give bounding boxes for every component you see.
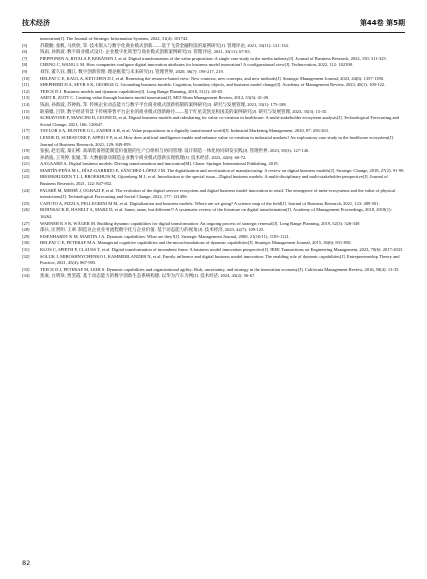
reference-item [22, 240, 405, 247]
reference-item [22, 207, 405, 220]
reference-text: HELFAT C E, KAUL A, KETCHEN D J, et al. Renewing the resource-based view: New contexts, new concepts, and new methods[J]. Strategic Management Journal, 2023, 44(6): 1357-1390. [40, 75, 385, 81]
reference-number: [34] [22, 273, 30, 279]
reference-item [22, 148, 405, 155]
reference-number: [11] [22, 82, 30, 88]
reference-item [22, 135, 405, 148]
journal-name: 技术经济 [22, 19, 50, 27]
reference-number: [28] [22, 227, 30, 233]
reference-number: [20] [22, 154, 30, 160]
reference-number: [26] [22, 207, 30, 213]
reference-text: PIEPPONEN A, RITALA P, KERÄNEN J, et al. Digital transformation of the value proposition: A single case study in the media industry[J]. Journal of Business Research, 2022, 150: 311-325. [40, 55, 387, 61]
reference-list [22, 36, 405, 280]
reference-number: [17] [22, 128, 30, 134]
reference-number: [13] [22, 95, 30, 101]
reference-text: TAYLOR S A, HUNTER G L, ZADEH A H, et al. Value propositions in a digitally transformed world[J]. Industrial Marketing Management, 2020, 87: 256-263. [40, 128, 329, 134]
reference-text: 孙新波, 王英婷, 张媛, 等. 大数据驱动制造企业数字商业模式创新实现机理[J]. 技术经济, 2023, 42(6): 60-72. [40, 154, 247, 160]
reference-text: SCHIAVONE F, MANCINI D, LEONE D, et al. Digital business models and ridesharing for value co-creation in healthcare: A multi-stakeholder ecosystem analysis[J]. Technological Forecasting and Social Change, 2021, 166: 120647. [40, 115, 399, 127]
reference-item [22, 161, 405, 168]
reference-text: CHENG C, WANG L M. How companies configure digital innovation attributes for business model innovation? A configurational view[J]. Technovation, 2022, 112: 102398. [40, 62, 354, 68]
page-number: 82 [22, 559, 31, 567]
reference-number: [24] [22, 187, 30, 193]
reference-text: 焦豪, 白明珍, 贾坚霞. 基于动态能力的数字创新生态系统构建: 以华为汽车为例[J]. 技术经济, 2024, 43(2): 56-67. [40, 273, 256, 279]
reference-number: [31] [22, 247, 30, 252]
reference-item [22, 95, 405, 102]
reference-text: MARTÍN-PEÑA M L, DÍAZ-GARRIDO E, SÁNCHEZ-LÓPEZ J M. The digitalization and servitization of manufacturing: A review on digital business models[J]. Strategic Change, 2018, 27(2): 91-99. [40, 167, 405, 173]
reference-number: [29] [22, 233, 30, 239]
reference-item [22, 227, 405, 234]
reference-text: TEECE D J. Business models and dynamic capabilities[J]. Long Range Planning, 2018, 51(1): 40-49. [40, 88, 223, 94]
reference-text: 耿菊徽, 吕铁. 数字经济背景下传统零售平台企业的商业模式创新路径——基于红星美凯龙和国美的案例研究[J]. 研究与发展管理, 2023, 35(3): 15-35. [40, 108, 328, 114]
reference-text: BOHNSACK R, HANELT A, MARZ D, et al. Same, same, but different!? A systematic review of the literature on digital transformation[J]. Academy of Management Proceedings, 2018, 2018(1): 16262. [40, 207, 392, 220]
reference-item [22, 188, 405, 201]
reference-number: [5] [22, 42, 28, 48]
reference-text: LENOE D, SCHIAVONE F, APPIO F P, et al. How does artificial intelligence enable and enhance value co-creation in industrial markets? An exploratory case study in the healthcare ecosystem[J]. Journal of Business Research, 2021, 129: 849-859. [40, 134, 394, 147]
reference-text: EISENHARDT K M, MARTIN J A. Dynamic capabilities: What are they?[J]. Strategic Management Journal, 2000, 21(10/11): 1105-1121. [40, 233, 291, 239]
reference-number: [25] [22, 200, 30, 206]
reference-number: [10] [22, 75, 30, 81]
reference-item [22, 128, 405, 135]
reference-text: TEECE D J, PETERAF M, LEIH S. Dynamic capabilities and organizational agility: Risk, uncertainty, and strategy in the innovation economy[J]. California Management Review, 2016, 58(4): 13-35. [40, 266, 400, 272]
reference-number: [7] [22, 55, 28, 61]
reference-item [22, 62, 405, 69]
reference-text: KLOS C, SPIETH P, CLAUSS T, et al. Digital transformation of incumbent firms: A business model innovation perspective[J]. IEEE Transactions on Engineering Management, 2023, 70(6): 2017-2033. [40, 247, 404, 252]
reference-item [22, 247, 405, 254]
reference-text: 刘洋, 董久钰, 魏江. 数字创新管理: 理论框架与未来研究[J]. 管理世界, 2020, 36(7): 198-217, 219. [40, 68, 224, 74]
reference-text: 邵兵, 匡贤明. 王翠. 制造业企业业务流程数字化与企业价值: 基于动态能力的视角[J]. 技术经济, 2023, 42(7): 109-125. [40, 227, 265, 233]
reference-item [22, 102, 405, 109]
reference-item [22, 168, 405, 175]
reference-text: BROEKHUIZEN T L J, BROEKHUIS M, Gijsenberg M J, et al. Introduction to the special issue—Digital business models: A multi-disciplinary and multi-stakeholder perspective[J]. Journal of Business Research, 2021, 122: 847-852. [40, 174, 388, 187]
reference-number: [14] [22, 101, 30, 107]
reference-text: AAGAARD A. Digital business models: Driving transformation and innovation[M]. Cham: Springer International Publishing, 2019. [40, 161, 279, 167]
reference-number: [30] [22, 240, 30, 246]
reference-number: [18] [22, 134, 30, 140]
reference-item [22, 115, 405, 128]
reference-item [22, 89, 405, 96]
reference-number: [15] [22, 108, 30, 114]
reference-item [22, 49, 405, 56]
reference-number: [8] [22, 62, 28, 68]
issue-info: 第44卷 第5期 [359, 19, 405, 27]
reference-text: HELFAT C E, PETERAF M A. Managerial cognitive capabilities and the microfoundations of dynamic capabilities[J]. Strategic Management Journal, 2015, 36(6): 831-850. [40, 240, 352, 246]
reference-item [22, 273, 405, 280]
reference-text: 钱雨, 孙新波. 数字商业模式设计: 企业数字化转型与商业模式创新案例研究[J]. 管理评论, 2021, 33(11): 67-83. [40, 49, 251, 55]
reference-entries [22, 43, 405, 280]
reference-number: [22] [22, 167, 30, 173]
reference-number: [16] [22, 115, 30, 121]
reference-number: [6] [22, 49, 28, 55]
reference-item [22, 109, 405, 116]
reference-text: WARNER K S R, WÄGER M. Building dynamic capabilities for digital transformation: An ongoing process of strategic renewal[J]. Long Range Planning, 2019, 52(3): 326-349. [40, 220, 361, 226]
reference-number: [23] [22, 174, 30, 180]
reference-text: 钱雨, 孙新波, 苏钟海, 等. 传统企业动态能力与数字平台商业模式创新机制的案例研究[J]. 研究与发展管理, 2021, 33(1): 175-188. [40, 101, 287, 107]
running-header [22, 18, 405, 30]
reference-text: 苏敬勤, 张帆, 马欣欣, 等. 技术嵌入与数字化商业模式创新——基于飞贷金融科技的案例研究[J]. 管理评论, 2021, 33(11): 121-134. [40, 42, 289, 48]
reference-number: [12] [22, 88, 30, 94]
reference-item [22, 155, 405, 162]
reference-number: [32] [22, 253, 30, 259]
reference-item [22, 76, 405, 83]
reference-text: SHEPHERD D A, SEYB S K, GEORGE G. Grounding business models: Cognition, boundary objects, and business model change[J]. Academy of Management Review, 2023, 48(1): 100-122. [40, 82, 386, 88]
reference-number: [21] [22, 161, 30, 167]
reference-continuation: innovation[J]. The Journal of Strategic Information Systems, 2022, 31(4): 101742. [40, 36, 189, 41]
reference-item [22, 234, 405, 241]
header-rule [22, 32, 405, 33]
reference-item [22, 56, 405, 63]
reference-item [22, 82, 405, 89]
reference-number: [9] [22, 68, 28, 74]
reference-text: 张振, 赵宏霞, 秦正彬. 高端装备智能制造价值链的生产自组织与协同管理: 设计制造一体化协同研发实践[J]. 管理世界, 2023, 39(3): 127-140. [40, 148, 310, 154]
reference-item [22, 174, 405, 187]
reference-number: [19] [22, 148, 30, 154]
reference-item [22, 254, 405, 267]
reference-number: [33] [22, 266, 30, 272]
reference-text: AMIT R, ZOTT C. Creating value through business model innovation[J]. MIT Sloan Management Review, 2012, 53(3): 41-49. [40, 95, 270, 101]
reference-text: CAPUTO A, PIZZI S, PELLEGRINI M M, et al. Digitalization and business models: Where are we going? A science map of the field[J]. Journal of Business Research, 2021, 123: 489-501. [40, 200, 380, 206]
reference-item [22, 201, 405, 208]
reference-item [22, 69, 405, 76]
reference-text: PALMIÉ M, MIEHÉ J, OGHAZI P, et al. The evolution of the digital service ecosystem and digital business model innovation in retail: The emergence of meta-ecosystems and the value of physical interactions[J]. Technological Forecasting and Social Change, 2022, 177: 121496. [40, 187, 396, 200]
reference-number: [27] [22, 220, 30, 226]
reference-text: SOLUK J, MIROSHNYCHENKO I, KAMMERLANDER N, et al. Family influence and digital business model innovation: The enabling role of dynamic capabilities[J]. Entrepreneurship Theory and Practice, 2021, 45(4): 867-905. [40, 253, 400, 266]
